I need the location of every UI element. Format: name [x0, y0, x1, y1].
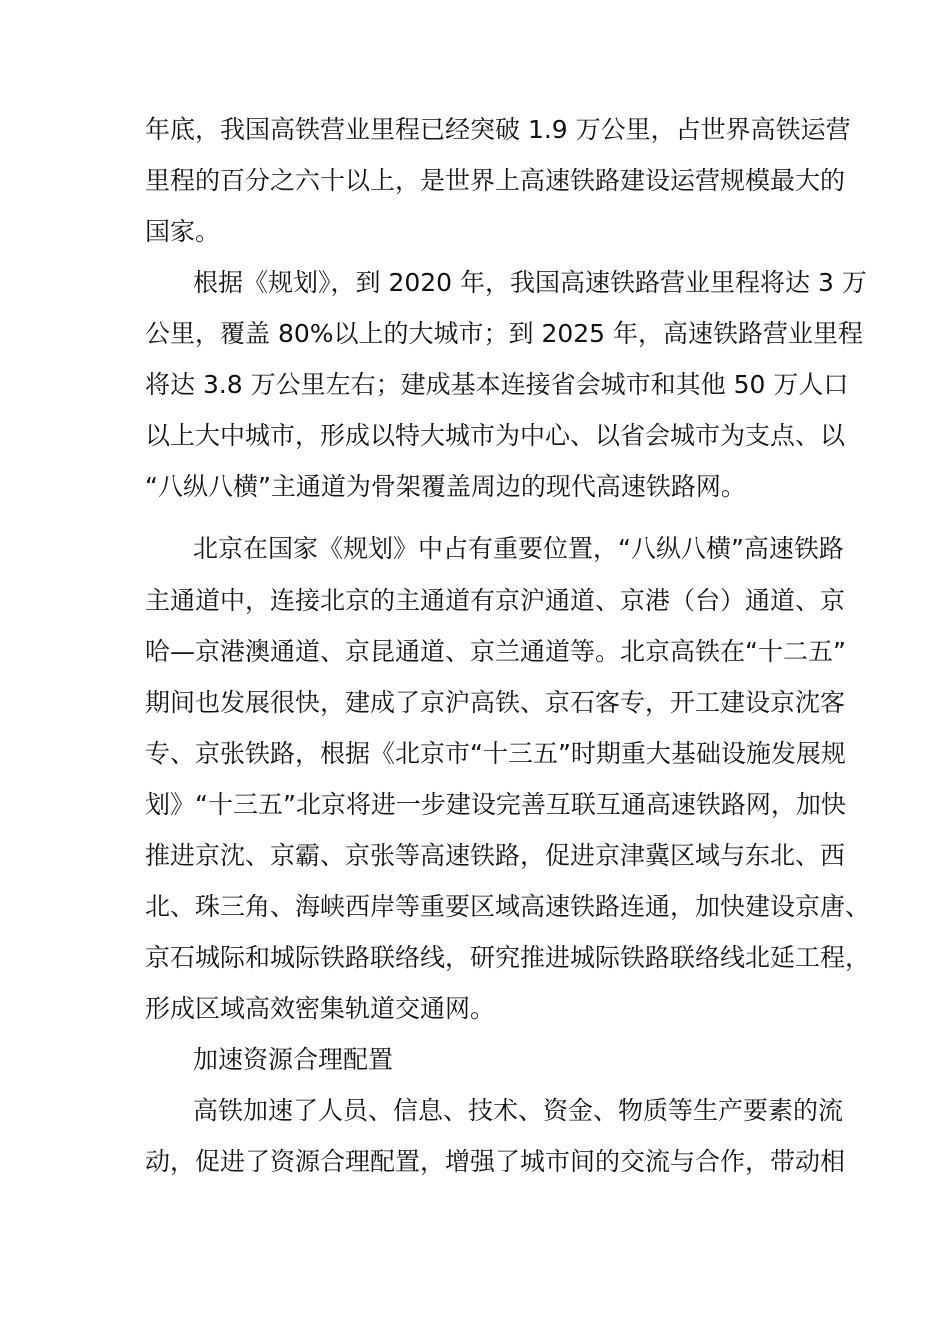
text-line: 动，促进了资源合理配置，增强了城市间的交流与合作，带动相 — [145, 1147, 846, 1176]
text-line: 根据《规划》，到 2020 年，我国高速铁路营业里程将达 3 万 — [193, 268, 867, 297]
text-line: 推进京沈、京霸、京张等高速铁路，促进京津冀区域与东北、西 — [145, 841, 846, 870]
text-line: 专、京张铁路，根据《北京市“十三五”时期重大基础设施发展规 — [145, 739, 846, 768]
text-line: “八纵八横”主通道为骨架覆盖周边的现代高速铁路网。 — [145, 472, 746, 501]
text-line: 哈—京港澳通道、京昆通道、京兰通道等。北京高铁在“十二五” — [145, 637, 846, 666]
text-line: 年底，我国高铁营业里程已经突破 1.9 万公里，占世界高铁运营 — [145, 115, 851, 144]
text-line: 北京在国家《规划》中占有重要位置，“八纵八横”高速铁路 — [193, 534, 844, 563]
text-line: 北、珠三角、海峡西岸等重要区域高速铁路连通，加快建设京唐、 — [145, 892, 871, 921]
text-line: 形成区域高效密集轨道交通网。 — [145, 994, 496, 1023]
section-heading: 加速资源合理配置 — [193, 1045, 394, 1074]
text-line: 主通道中，连接北京的主通道有京沪通道、京港（台）通道、京 — [145, 586, 846, 615]
text-line: 将达 3.8 万公里左右；建成基本连接省会城市和其他 50 万人口 — [145, 370, 849, 399]
text-line: 高铁加速了人员、信息、技术、资金、物质等生产要素的流 — [193, 1096, 844, 1125]
text-line: 期间也发展很快，建成了京沪高铁、京石客专，开工建设京沈客 — [145, 688, 846, 717]
text-line: 以上大中城市，形成以特大城市为中心、以省会城市为支点、以 — [145, 421, 846, 450]
text-line: 国家。 — [145, 217, 221, 246]
text-line: 里程的百分之六十以上，是世界上高速铁路建设运营规模最大的 — [145, 166, 846, 195]
text-line: 划》“十三五”北京将进一步建设完善互联互通高速铁路网，加快 — [145, 790, 846, 819]
text-line: 京石城际和城际铁路联络线，研究推进城际铁路联络线北延工程， — [145, 943, 871, 972]
text-line: 公里，覆盖 80%以上的大城市；到 2025 年，高速铁路营业里程 — [145, 319, 864, 348]
